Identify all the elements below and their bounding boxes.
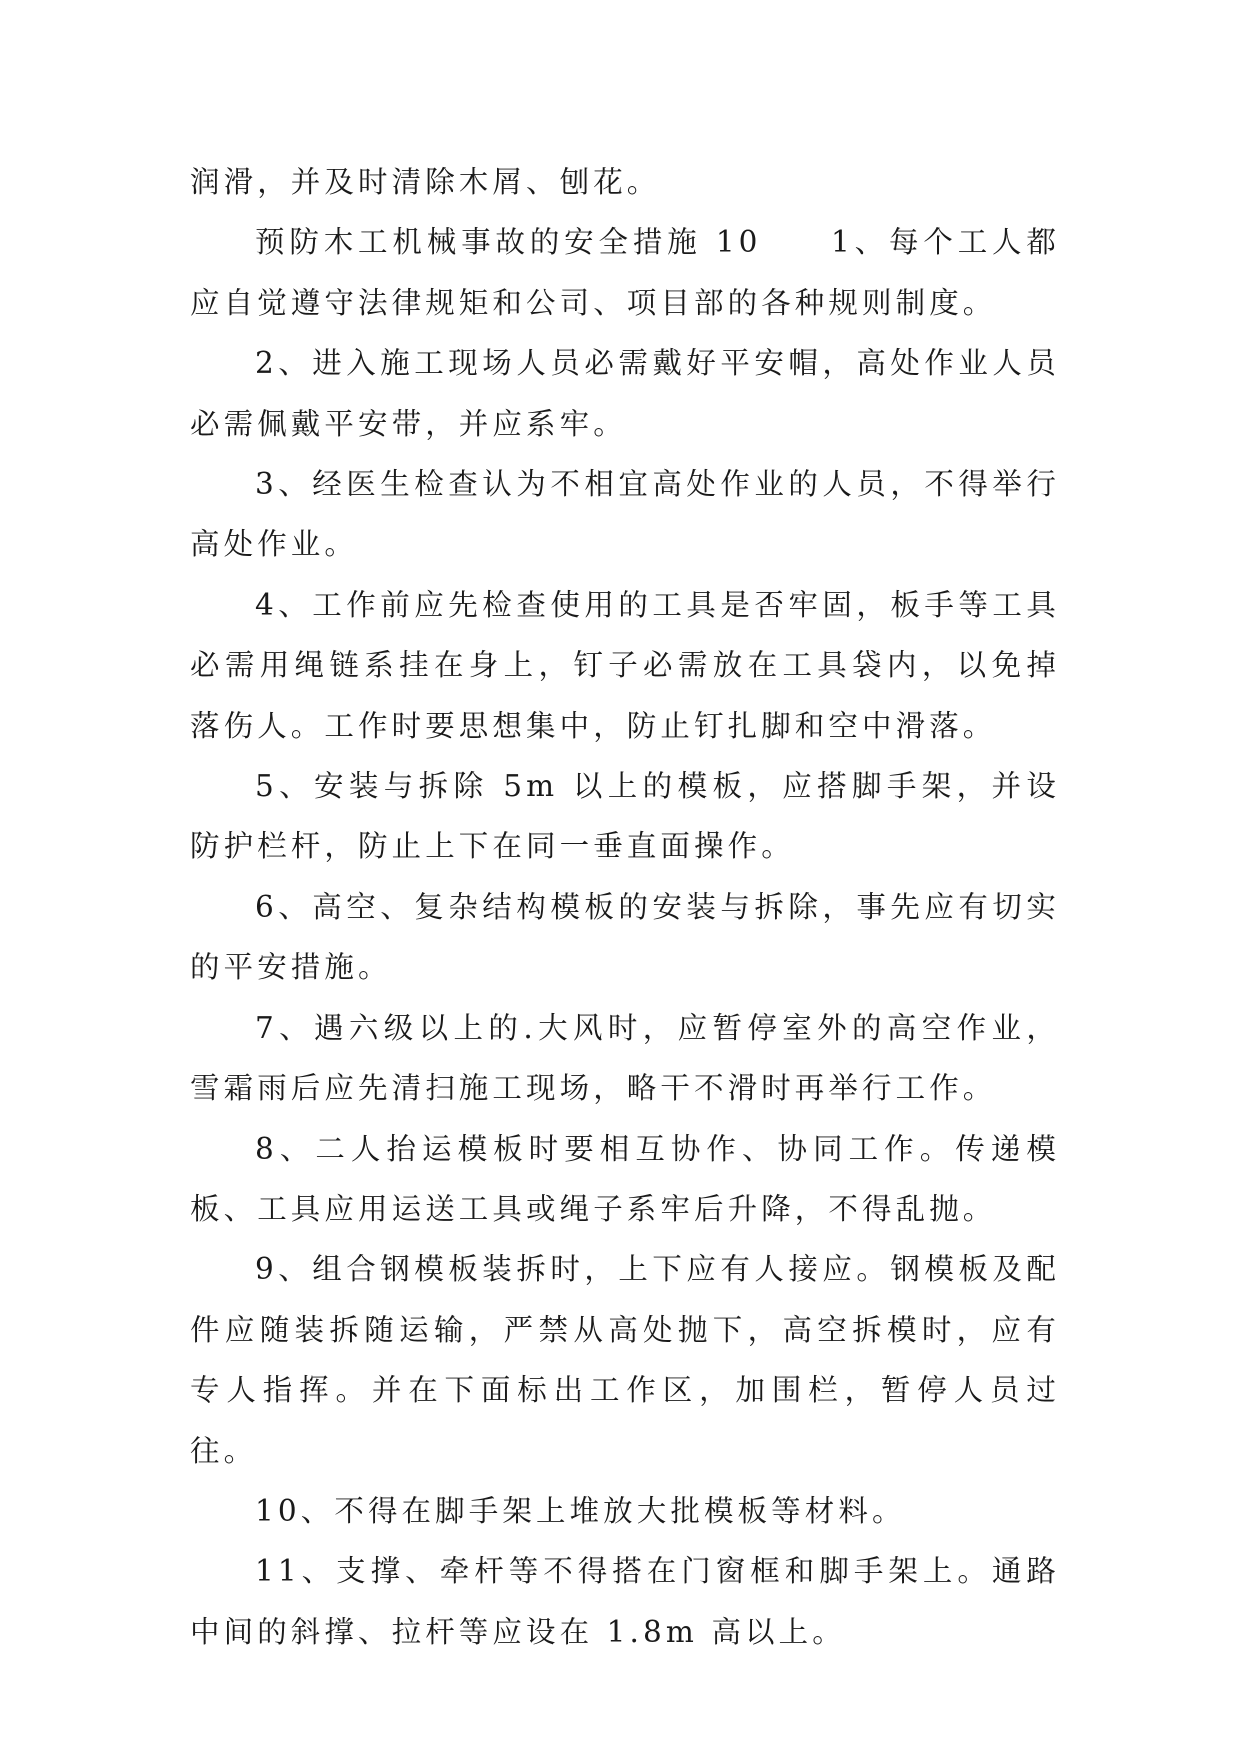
paragraph-item-6: 6、高空、复杂结构模板的安装与拆除，事先应有切实的平安措施。 bbox=[190, 889, 1060, 985]
paragraph-item-5: 5、安装与拆除 5m 以上的模板，应搭脚手架，并设防护栏杆，防止上下在同一垂直面操作。 bbox=[190, 769, 1060, 864]
paragraph-item-8: 8、二人抬运模板时要相互协作、协同工作。传递模板、工具应用运送工具或绳子系牢后升降，不得乱抛。 bbox=[190, 1131, 1060, 1226]
paragraph-item-9: 9、组合钢模板装拆时，上下应有人接应。钢模板及配件应随装拆随运输，严禁从高处抛下，高空拆模时，应有专人指挥。并在下面标出工作区，加围栏，暂停人员过往。 bbox=[190, 1252, 1060, 1468]
paragraph-item-4: 4、工作前应先检查使用的工具是否牢固，板手等工具必需用绳链系挂在身上，钉子必需放在工具袋内，以免掉落伤人。工作时要思想集中，防止钉扎脚和空中滑落。 bbox=[190, 587, 1060, 743]
paragraph-item-7: 7、遇六级以上的.大风时，应暂停室外的高空作业，雪霜雨后应先清扫施工现场，略干不滑时再举行工作。 bbox=[190, 1010, 1060, 1106]
document-body bbox=[190, 152, 1060, 1662]
paragraph-item-2: 2、进入施工现场人员必需戴好平安帽，高处作业人员必需佩戴平安带，并应系牢。 bbox=[190, 346, 1060, 441]
paragraph-heading-item-1: 预防木工机械事故的安全措施 10 1、每个工人都应自觉遵守法律规矩和公司、项目部的各种规则制度。 bbox=[190, 225, 1060, 320]
paragraph-continuation: 润滑，并及时清除木屑、刨花。 bbox=[190, 165, 661, 199]
paragraph-item-10: 10、不得在脚手架上堆放大批模板等材料。 bbox=[255, 1493, 906, 1528]
paragraph-item-11: 11、支撑、牵杆等不得搭在门窗框和脚手架上。通路中间的斜撑、拉杆等应设在 1.8m 高以上。 bbox=[190, 1554, 1060, 1649]
paragraph-item-3: 3、经医生检查认为不相宜高处作业的人员，不得举行高处作业。 bbox=[190, 467, 1060, 562]
